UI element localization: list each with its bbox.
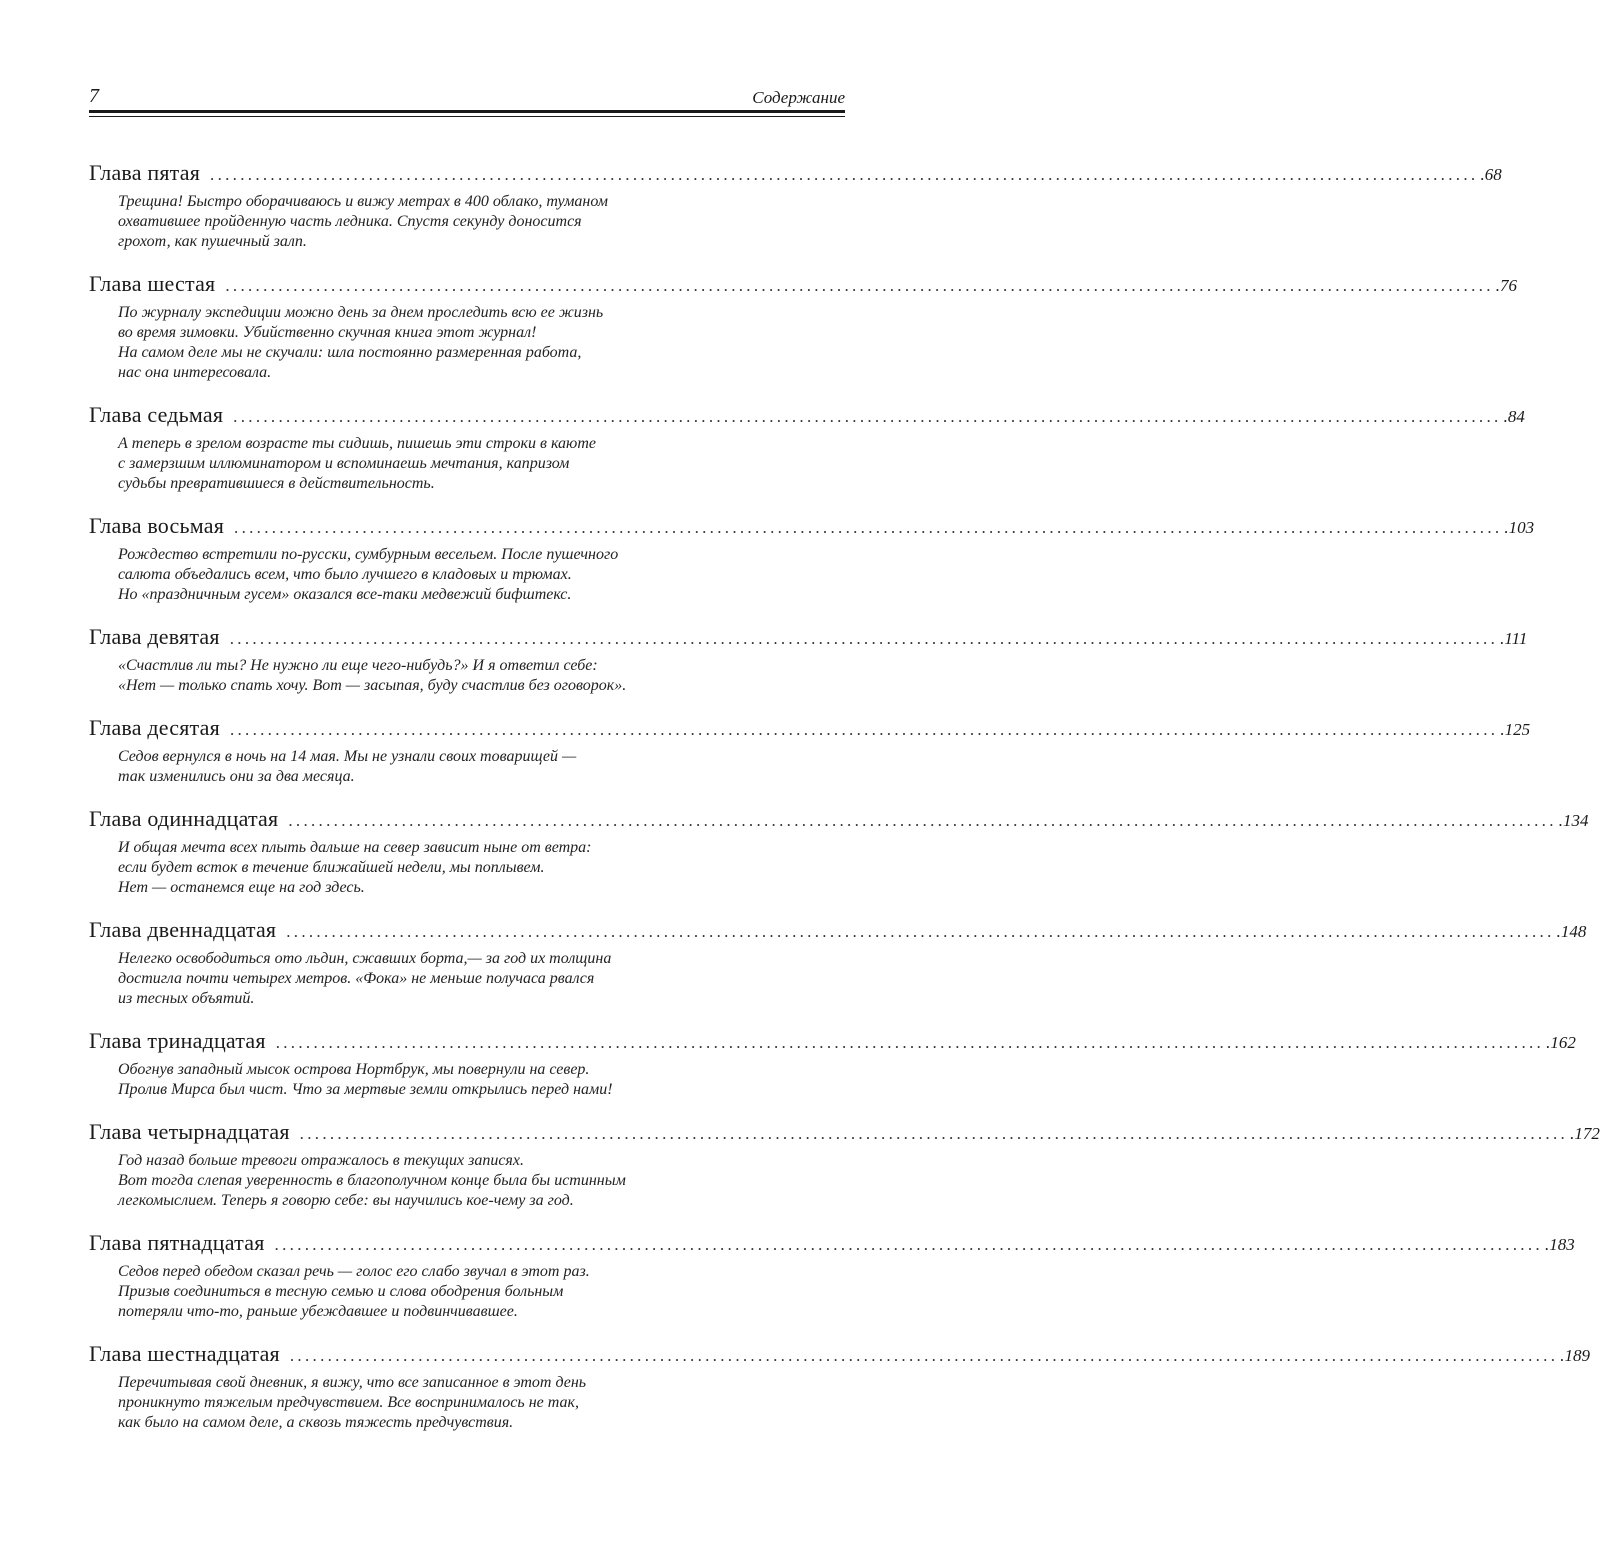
chapter-summary-line: как было на самом деле, а сквозь тяжесть предчувствия. <box>118 1414 514 1431</box>
running-title: Содержание <box>752 88 845 107</box>
chapter-summary-line: охватившее пройденную часть ледника. Спустя секунду доносится <box>118 213 582 230</box>
chapter-summary-line: Но «праздничным гусем» оказался все-таки медвежий бифштекс. <box>118 586 572 603</box>
chapter-summary <box>118 1373 758 1433</box>
chapter-summary <box>118 303 758 383</box>
chapter-summary-line: судьбы превратившиеся в действительность. <box>118 475 435 492</box>
chapter-page-number: .125 <box>1500 720 1531 739</box>
toc-entry-line <box>89 1339 1591 1369</box>
chapter-summary-line: «Счастлив ли ты? Не нужно ли еще чего-нибудь?» И я ответил себе: <box>118 657 598 674</box>
chapter-title: Глава восьмая <box>89 513 225 538</box>
dot-leader: ........................................................................................................................................................................ <box>233 407 1502 426</box>
chapter-summary <box>118 1060 758 1100</box>
toc-entry <box>89 400 1525 494</box>
chapter-page-number: .183 <box>1544 1235 1575 1254</box>
toc-entry-line <box>89 713 1531 743</box>
chapter-title: Глава пятнадцатая <box>89 1230 265 1255</box>
chapter-title: Глава девятая <box>89 624 220 649</box>
toc-entry <box>89 1339 1591 1433</box>
toc-entry <box>89 269 1518 383</box>
chapter-summary-line: так изменились они за два месяца. <box>118 768 355 785</box>
toc-entry <box>89 511 1535 605</box>
dot-leader: ........................................................................................................................................................................ <box>286 922 1555 941</box>
chapter-summary-line: достигла почти четырех метров. «Фока» не меньше получаса рвался <box>118 970 595 987</box>
chapter-page-number: .189 <box>1560 1346 1591 1365</box>
chapter-summary-line: во время зимовки. Убийственно скучная книга этот журнал! <box>118 324 537 341</box>
chapter-summary-line: Нет — останемся еще на год здесь. <box>118 879 365 896</box>
chapter-summary-line: с замерзшим иллюминатором и вспоминаешь мечтания, капризом <box>118 455 570 472</box>
dot-leader: ........................................................................................................................................................................ <box>229 720 1499 739</box>
chapter-summary <box>118 192 758 252</box>
toc-entry <box>89 1026 1576 1100</box>
chapter-summary-line: Призыв соединиться в тесную семью и слова ободрения больным <box>118 1283 564 1300</box>
chapter-summary-line: На самом деле мы не скучали: шла постоянно размеренная работа, <box>118 344 582 361</box>
chapter-summary-line: Седов перед обедом сказал речь — голос его слабо звучал в этот раз. <box>118 1263 590 1280</box>
chapter-page-number: .84 <box>1503 407 1525 426</box>
chapter-title: Глава тринадцатая <box>89 1028 266 1053</box>
chapter-summary <box>118 949 758 1009</box>
dot-leader: ........................................................................................................................................................................ <box>229 629 1499 648</box>
chapter-summary-line: если будет всток в течение ближайшей недели, мы поплывем. <box>118 859 545 876</box>
chapter-title: Глава седьмая <box>89 402 224 427</box>
chapter-page-number: .172 <box>1570 1124 1600 1143</box>
chapter-title: Глава шестнадцатая <box>89 1341 280 1366</box>
toc-entry <box>89 1228 1575 1322</box>
chapter-title: Глава одиннадцатая <box>89 806 279 831</box>
toc-entry-line <box>89 622 1528 652</box>
chapter-summary-line: А теперь в зрелом возрасте ты сидишь, пишешь эти строки в каюте <box>118 435 596 452</box>
toc-entry <box>89 1117 1600 1211</box>
toc-entry-line <box>89 158 1502 188</box>
chapter-page-number: .76 <box>1495 276 1518 295</box>
chapter-title: Глава двеннадцатая <box>89 917 277 942</box>
chapter-summary <box>118 545 758 605</box>
chapter-summary-line: легкомыслием. Теперь я говорю себе: вы научились кое-чему за год. <box>118 1192 574 1209</box>
chapter-summary-line: Вот тогда слепая уверенность в благополучном конце была бы истинным <box>118 1172 626 1189</box>
dot-leader: ........................................................................................................................................................................ <box>274 1235 1543 1254</box>
chapter-summary-line: салюта объедались всем, что было лучшего в кладовых и трюмах. <box>118 566 572 583</box>
chapter-summary-line: Трещина! Быстро оборачиваюсь и вижу метрах в 400 облако, туманом <box>118 193 608 210</box>
toc-entry-line <box>89 804 1589 834</box>
chapter-summary-line: потеряли что-то, раньше убеждавшее и подвинчивавшее. <box>118 1303 518 1320</box>
dot-leader: ........................................................................................................................................................................ <box>210 165 1479 184</box>
toc-entry-line <box>89 1228 1575 1258</box>
chapter-page-number: .111 <box>1500 629 1528 648</box>
chapter-summary <box>118 838 758 898</box>
chapter-summary-line: проникнуто тяжелым предчувствием. Все воспринималось не так, <box>118 1394 579 1411</box>
chapter-page-number: .103 <box>1504 518 1535 537</box>
toc-entry-line <box>89 1026 1576 1056</box>
chapter-summary-line: Седов вернулся в ночь на 14 мая. Мы не узнали своих товарищей — <box>118 748 577 765</box>
chapter-summary-line: Год назад больше тревоги отражалось в текущих записях. <box>118 1152 524 1169</box>
toc-entry <box>89 622 1528 696</box>
chapter-summary <box>118 434 758 494</box>
chapter-summary-line: Пролив Мирса был чист. Что за мертвые земли открылись перед нами! <box>118 1081 613 1098</box>
chapter-summary-line: из тесных объятий. <box>118 990 255 1007</box>
header-rule-thin <box>89 116 845 117</box>
toc-entry-line <box>89 1117 1600 1147</box>
toc-entry <box>89 915 1587 1009</box>
chapter-title: Глава шестая <box>89 271 216 296</box>
chapter-summary-line: И общая мечта всех плыть дальше на север зависит ныне от ветра: <box>118 839 592 856</box>
page-header <box>89 84 845 108</box>
toc-entry-line <box>89 511 1535 541</box>
toc-entry <box>89 804 1589 898</box>
chapter-summary-line: Перечитывая свой дневник, я вижу, что все записанное в этот день <box>118 1374 587 1391</box>
chapter-summary-line: грохот, как пушечный залп. <box>118 233 307 250</box>
page-number: 7 <box>89 85 99 107</box>
chapter-summary-line: Нелегко освободиться ото льдин, сжавших борта,— за год их толщина <box>118 950 612 967</box>
chapter-summary <box>118 747 758 787</box>
dot-leader: ........................................................................................................................................................................ <box>225 276 1494 295</box>
chapter-summary <box>118 1151 758 1211</box>
dot-leader: ........................................................................................................................................................................ <box>289 1346 1559 1365</box>
chapter-title: Глава пятая <box>89 160 201 185</box>
chapter-summary <box>118 1262 758 1322</box>
chapter-page-number: .68 <box>1480 165 1502 184</box>
toc-entry-line <box>89 269 1518 299</box>
toc-entry <box>89 713 1531 787</box>
chapter-summary-line: нас она интересовала. <box>118 364 272 381</box>
chapter-summary-line: Рождество встретили по-русски, сумбурным весельем. После пушечного <box>118 546 619 563</box>
chapter-title: Глава четырнадцатая <box>89 1119 290 1144</box>
toc-entry-line <box>89 400 1525 430</box>
toc-entry-line <box>89 915 1587 945</box>
dot-leader: ........................................................................................................................................................................ <box>234 518 1503 537</box>
chapter-summary-line: Обогнув западный мысок острова Нортбрук, мы повернули на север. <box>118 1061 590 1078</box>
dot-leader: ........................................................................................................................................................................ <box>288 811 1557 830</box>
header-rule-thick <box>89 110 845 113</box>
dot-leader: ........................................................................................................................................................................ <box>275 1033 1545 1052</box>
chapter-title: Глава десятая <box>89 715 220 740</box>
chapter-page-number: .134 <box>1558 811 1589 830</box>
toc-entry <box>89 158 1502 252</box>
chapter-summary-line: «Нет — только спать хочу. Вот — засыпая, буду счастлив без оговорок». <box>118 677 627 694</box>
dot-leader: ........................................................................................................................................................................ <box>299 1124 1569 1143</box>
chapter-summary <box>118 656 758 696</box>
chapter-page-number: .162 <box>1546 1033 1576 1052</box>
chapter-summary-line: По журналу экспедиции можно день за днем проследить всю ее жизнь <box>118 304 604 321</box>
chapter-page-number: .148 <box>1556 922 1587 941</box>
